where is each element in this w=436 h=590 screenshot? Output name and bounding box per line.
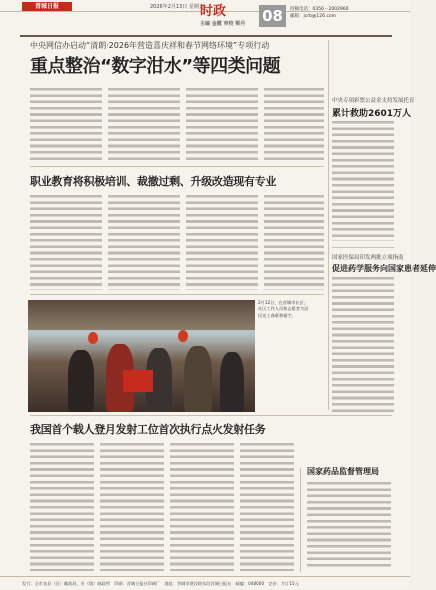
article3-col2 [100,443,164,571]
footer-bar: 发行：全市各县（区）邮政局，乡（镇）邮政所 印刷：晋城日报社印刷厂 地址：晋城市建设路东段晋城日报社 邮编：048000 定价：月订15元 [0,576,410,589]
contact-info [290,6,349,20]
photo-person [184,346,212,412]
side-divider-1 [332,247,394,248]
page-number: 08 [259,5,286,27]
side-box [300,468,392,572]
side2-body [332,277,394,412]
side1-body [332,121,394,241]
lantern-icon [88,332,98,344]
side3-headline: 国家药品监督管理局 [307,467,379,476]
lead-headline: 重点整治“数字泔水”等四类问题 [30,56,281,77]
contact-email: 邮箱：jcrb@126.com [290,14,337,19]
lead-body-col1 [30,88,102,163]
side2-kicker: 国家医保局印发两批立项指南 [332,255,404,261]
article2-col1 [30,195,102,290]
article3-col3 [170,443,234,571]
article2-col4 [264,195,324,290]
side2-headline: 促进药学服务向国家患者延伸 [332,264,436,273]
article2-headline: 职业教育将积极培训、裁撤过剩、升级改造现有专业 [30,175,277,188]
section-title [200,0,246,27]
section-subtitle: 主编 金霞 审校 梁丹 [200,21,246,27]
news-photo [28,300,255,412]
lantern-icon [178,330,188,342]
article3-col4 [240,443,294,571]
lead-kicker: 中央网信办启动“清朗·2026年营造喜庆祥和春节网络环境”专项行动 [30,41,270,50]
section-label: 时政 [200,4,227,19]
lead-body-col4 [264,88,324,163]
article2-col2 [108,195,180,290]
photo-person [68,350,94,412]
article-divider-1 [30,166,324,167]
contact-phone: 投稿电话：0356－2002960 [290,7,349,12]
header-rule [20,35,392,37]
article3-headline: 我国首个载人登月发射工位首次执行点火发射任务 [30,423,266,436]
article2-col3 [186,195,258,290]
article3-col1 [30,443,94,571]
article-divider-3 [30,415,392,416]
photo-roof [28,300,255,330]
photo-caption: 2月12日，在晋城市社区，社区工作人员和志愿者为居民送上春联和福字。 [258,300,309,318]
photo-red-banner [123,370,153,392]
side1-headline: 累计救助2601万人 [332,109,412,119]
column-divider [328,40,329,410]
lead-body-col3 [186,88,258,163]
article-divider-2 [30,294,324,295]
newspaper-logo: 晋城日报 [22,2,72,11]
photo-person [220,352,244,412]
date-line: 2026年2月13日 星期五 [150,4,204,10]
side1-kicker: 中央专项彩票公益金支持发展托育 [332,98,415,104]
lead-body-col2 [108,88,180,163]
side3-body [307,482,391,570]
